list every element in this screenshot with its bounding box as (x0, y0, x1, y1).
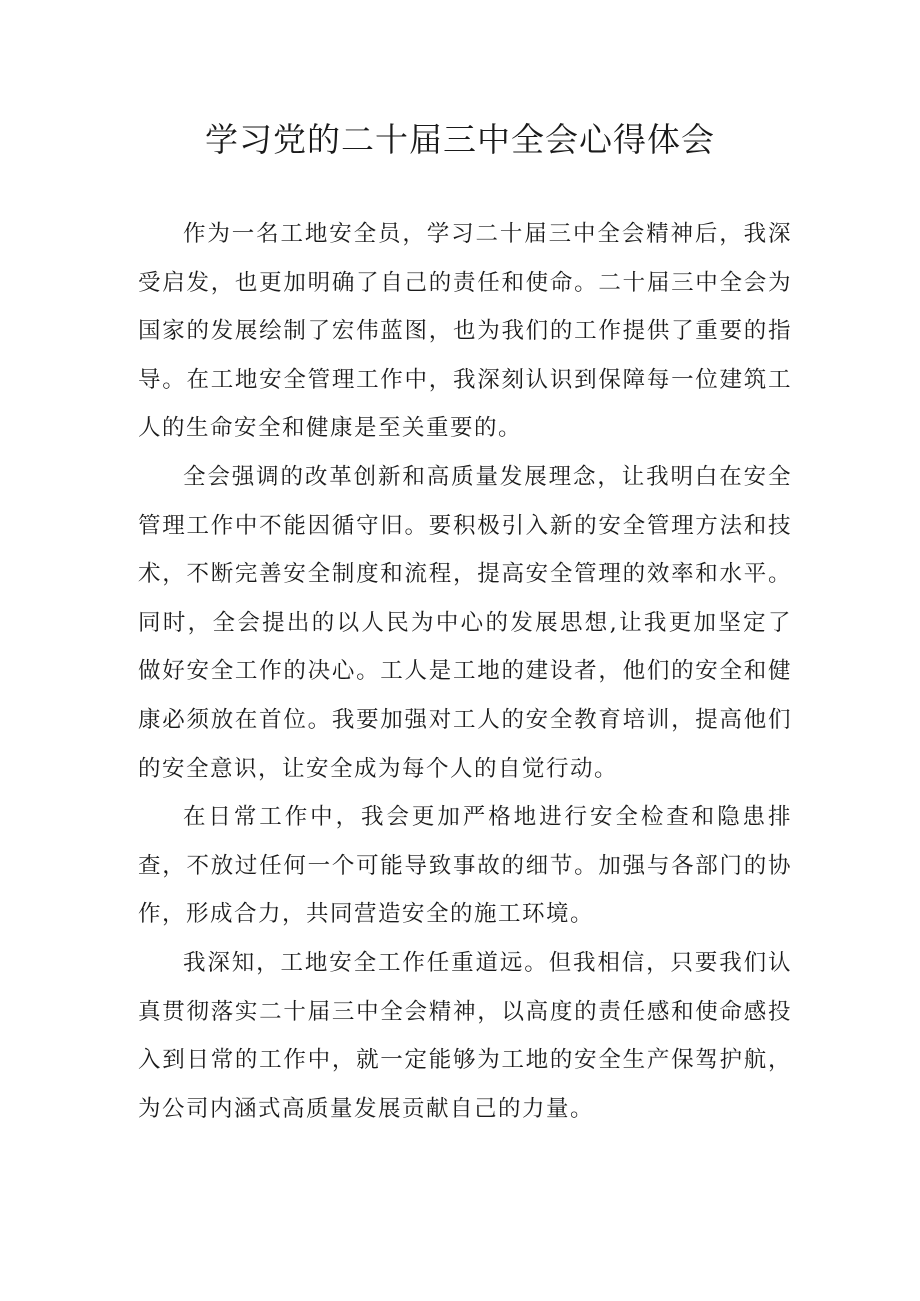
paragraph-1: 作为一名工地安全员，学习二十届三中全会精神后，我深受启发，也更加明确了自己的责任和使命。二十届三中全会为国家的发展绘制了宏伟蓝图，也为我们的工作提供了重要的指导。在工地安全管理工作中，我深刻认识到保障每一位建筑工人的生命安全和健康是至关重要的。 (138, 221, 792, 442)
paragraph-2: 全会强调的改革创新和高质量发展理念，让我明白在安全管理工作中不能因循守旧。要积极引入新的安全管理方法和技术，不断完善安全制度和流程，提高安全管理的效率和水平。同时，全会提出的以人民为中心的发展思想,让我更加坚定了做好安全工作的决心。工人是工地的建设者，他们的安全和健康必须放在首位。我要加强对工人的安全教育培训，提高他们的安全意识，让安全成为每个人的自觉行动。 (138, 463, 792, 782)
paragraph-4: 我深知，工地安全工作任重道远。但我相信，只要我们认真贯彻落实二十届三中全会精神，以高度的责任感和使命感投入到日常的工作中，就一定能够为工地的安全生产保驾护航，为公司内涵式高质量发展贡献自己的力量。 (138, 949, 792, 1122)
document-body (138, 210, 792, 1133)
document-title: 学习党的二十届三中全会心得体会 (205, 120, 715, 159)
paragraph-3: 在日常工作中，我会更加严格地进行安全检查和隐患排查，不放过任何一个可能导致事故的细节。加强与各部门的协作，形成合力，共同营造安全的施工环境。 (138, 804, 792, 928)
